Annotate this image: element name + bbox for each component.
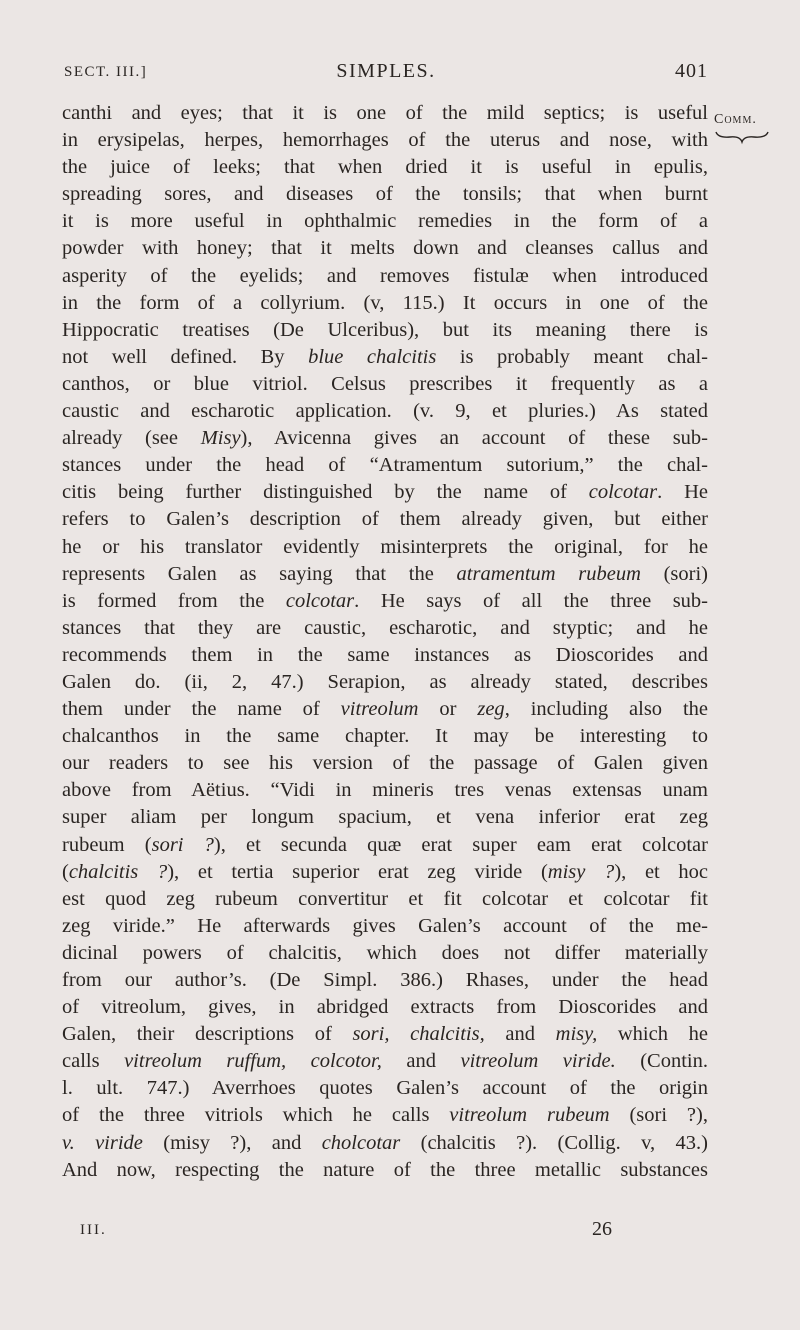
text-run: stances that they are caustic, escharotic, and styptic; and he — [62, 616, 708, 639]
gathering-number: 26 — [592, 1218, 612, 1240]
text-line — [62, 398, 708, 425]
text-run: , including also the — [504, 698, 709, 721]
text-run: ), et hoc — [614, 860, 709, 883]
text-run: Galen, their descriptions of — [62, 1023, 353, 1046]
text-run: caustic and escharotic application. (v. 9, et pluries.) As stated — [62, 400, 708, 423]
text-line — [62, 561, 708, 588]
text-line — [62, 832, 708, 859]
brace-icon — [712, 126, 772, 146]
text-run: ), Avicenna gives an account of these sub- — [240, 427, 708, 450]
text-run: (chalcitis ?). (Collig. v, 43.) — [400, 1131, 708, 1154]
text-run: from our author’s. (De Simpl. 386.) Rhases, under the head — [62, 969, 708, 991]
text-line — [62, 777, 708, 804]
text-line — [62, 235, 708, 262]
text-run: And now, respecting the nature of the three metallic substances — [62, 1158, 708, 1181]
text-run: canthi and eyes; that it is one of the mild septics; is useful — [62, 102, 708, 124]
italic-term: atramentum rubeum — [456, 562, 641, 585]
italic-term: sori, chalcitis, — [352, 1023, 485, 1046]
section-label: SECT. III.] — [64, 64, 148, 80]
text-run: represents Galen as saying that the — [62, 562, 457, 585]
italic-term: Misy — [200, 427, 241, 450]
italic-term: misy, — [555, 1023, 598, 1046]
text-run: recommends them in the same instances as Dioscorides and — [62, 643, 708, 666]
text-run: of vitreolum, gives, in abridged extracts from Dioscorides and — [62, 996, 708, 1019]
text-run: l. ult. 747.) Averrhoes quotes Galen’s account of the origin — [62, 1077, 708, 1100]
text-line — [62, 615, 708, 642]
text-run: (sori ?), — [609, 1104, 708, 1127]
page-footer — [80, 1218, 640, 1248]
text-line — [62, 181, 708, 208]
text-run: and — [381, 1050, 461, 1073]
italic-term: misy ? — [547, 860, 615, 883]
text-run: super aliam per longum spacium, et vena inferior erat zeg — [62, 806, 708, 829]
text-line — [62, 804, 708, 831]
text-run: (Contin. — [615, 1050, 708, 1073]
text-line — [62, 452, 708, 479]
text-run: them under the name of — [62, 698, 341, 721]
text-line — [62, 344, 708, 371]
text-line — [62, 371, 708, 398]
italic-term: colcotar — [588, 481, 658, 504]
text-run: Galen do. (ii, 2, 47.) Serapion, as already stated, describes — [62, 670, 708, 693]
text-run: . He says of all the three sub- — [354, 589, 709, 612]
text-run: est quod zeg rubeum convertitur et fit colcotar et colcotar fit — [62, 887, 708, 910]
text-line — [62, 425, 708, 452]
italic-term: chalcitis ? — [68, 860, 168, 883]
text-line — [62, 534, 708, 561]
text-run: in erysipelas, herpes, hemorrhages of the uterus and nose, with — [62, 129, 708, 152]
text-line — [62, 669, 708, 696]
text-run: spreading sores, and diseases of the tonsils; that when burnt — [62, 183, 708, 206]
body-text — [62, 100, 708, 1184]
text-line — [62, 859, 708, 886]
text-run: and — [484, 1023, 556, 1046]
text-line — [62, 723, 708, 750]
text-line — [62, 1102, 708, 1129]
italic-term: colcotar — [285, 589, 355, 612]
text-line — [62, 290, 708, 317]
italic-term: vitreolum — [340, 698, 419, 721]
text-line — [62, 1130, 708, 1157]
italic-term: v. viride — [62, 1131, 143, 1154]
text-line — [62, 208, 708, 235]
text-line — [62, 263, 708, 290]
text-line — [62, 588, 708, 615]
text-run: refers to Galen’s description of them already given, but either — [62, 508, 708, 531]
text-run: not well defined. By — [62, 345, 309, 368]
text-line — [62, 154, 708, 181]
text-run: our readers to see his version of the passage of Galen given — [62, 752, 708, 775]
text-run: rubeum ( — [62, 833, 152, 856]
italic-term: cholcotar — [321, 1131, 401, 1154]
text-line — [62, 127, 708, 154]
text-run: the juice of leeks; that when dried it is useful in epulis, — [62, 156, 708, 179]
text-line — [62, 1157, 708, 1184]
text-run: is formed from the — [62, 589, 286, 612]
text-run: (sori) — [640, 562, 708, 585]
text-run: in the form of a collyrium. (v, 115.) It occurs in one of the — [62, 291, 708, 314]
text-run: (misy ?), and — [142, 1131, 322, 1154]
text-run: or — [418, 698, 478, 721]
text-line — [62, 967, 708, 994]
text-run: Hippocratic treatises (De Ulceribus), but its meaning there is — [62, 318, 708, 341]
text-run: already (see — [62, 427, 201, 450]
text-line — [62, 1075, 708, 1102]
page-number: 401 — [675, 60, 708, 82]
text-run: dicinal powers of chalcitis, which does not differ materially — [62, 941, 708, 964]
text-run: canthos, or blue vitriol. Celsus prescribes it frequently as a — [62, 372, 708, 395]
text-line — [62, 913, 708, 940]
text-run: it is more useful in ophthalmic remedies in the form of a — [62, 210, 708, 233]
italic-term: vitreolum rubeum — [449, 1104, 610, 1127]
text-run: which he — [597, 1023, 708, 1046]
text-line — [62, 317, 708, 344]
text-line — [62, 994, 708, 1021]
italic-term: sori ? — [151, 833, 214, 856]
italic-term: blue chalcitis — [308, 345, 437, 368]
text-line — [62, 1021, 708, 1048]
text-run: ( — [62, 860, 69, 883]
text-line — [62, 886, 708, 913]
text-line — [62, 1048, 708, 1075]
text-line — [62, 100, 708, 127]
text-run: ), et tertia superior erat zeg viride ( — [167, 860, 548, 883]
text-line — [62, 696, 708, 723]
italic-term: zeg — [477, 698, 505, 721]
signature-mark: III. — [80, 1222, 107, 1238]
text-run: asperity of the eyelids; and removes fistulæ when introduced — [62, 264, 708, 287]
text-run: calls — [62, 1050, 125, 1073]
text-line — [62, 940, 708, 967]
running-header — [64, 58, 708, 88]
text-run: stances under the head of “Atramentum sutorium,” the chal- — [62, 454, 708, 477]
page-title: SIMPLES. — [336, 60, 436, 82]
text-line — [62, 506, 708, 533]
margin-note: Comm. — [714, 112, 757, 127]
text-line — [62, 479, 708, 506]
text-run: is probably meant chal- — [436, 345, 708, 368]
text-run: chalcanthos in the same chapter. It may be interesting to — [62, 725, 708, 748]
italic-term: vitreolum viride. — [460, 1050, 616, 1073]
text-run: he or his translator evidently misinterprets the original, for he — [62, 535, 708, 558]
text-run: ), et secunda quæ erat super eam erat colcotar — [213, 833, 708, 856]
text-run: above from Aëtius. “Vidi in mineris tres venas extensas unam — [62, 779, 708, 802]
text-run: powder with honey; that it melts down and cleanses callus and — [62, 237, 708, 260]
text-line — [62, 750, 708, 777]
text-run: citis being further distinguished by the name of — [62, 481, 589, 504]
italic-term: vitreolum ruffum, colcotor, — [124, 1050, 382, 1073]
text-run: zeg viride.” He afterwards gives Galen’s account of the me- — [62, 914, 708, 937]
text-run: . He — [657, 481, 708, 504]
text-run: of the three vitriols which he calls — [62, 1104, 450, 1127]
text-line — [62, 642, 708, 669]
